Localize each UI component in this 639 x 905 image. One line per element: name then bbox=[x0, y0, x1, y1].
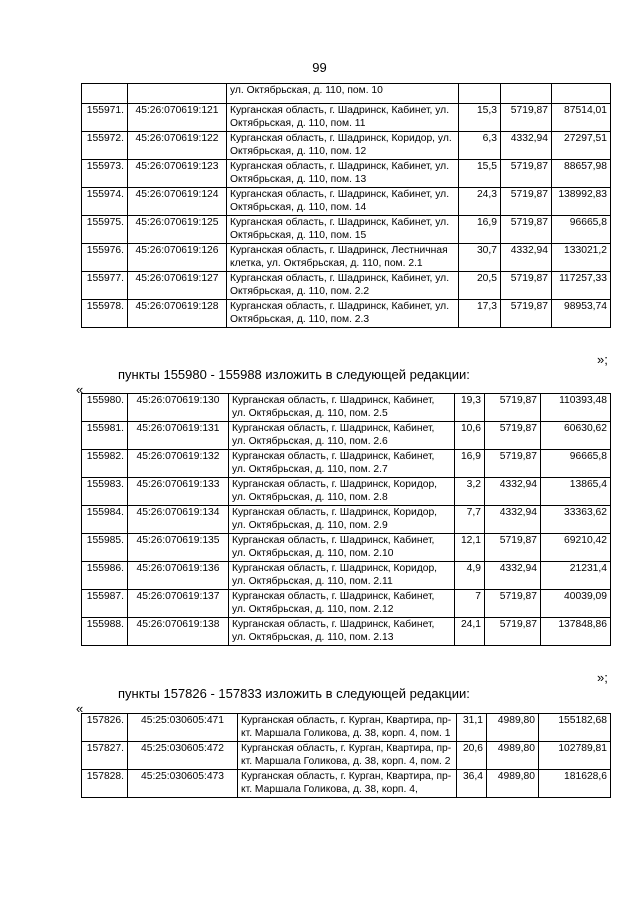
area-cell: 16,9 bbox=[455, 450, 485, 478]
table-row bbox=[82, 562, 611, 590]
cadastral-number-cell: 45:26:070619:121 bbox=[128, 104, 227, 132]
row-number-cell: 155980. bbox=[82, 394, 128, 422]
area-cell: 3,2 bbox=[455, 478, 485, 506]
total-value-cell: 69210,42 bbox=[541, 534, 611, 562]
unit-price-cell: 5719,87 bbox=[485, 450, 541, 478]
unit-price-cell: 5719,87 bbox=[485, 534, 541, 562]
table-row bbox=[82, 216, 611, 244]
area-cell: 7 bbox=[455, 590, 485, 618]
unit-price-cell: 4989,80 bbox=[487, 770, 539, 798]
table-row bbox=[82, 534, 611, 562]
unit-price-cell bbox=[501, 84, 552, 104]
total-value-cell: 96665,8 bbox=[552, 216, 611, 244]
cadastral-number-cell: 45:26:070619:127 bbox=[128, 272, 227, 300]
amendment-intro-2: пункты 157826 - 157833 изложить в следующей редакции: bbox=[118, 686, 470, 701]
area-cell: 17,3 bbox=[459, 300, 501, 328]
total-value-cell: 137848,86 bbox=[541, 618, 611, 646]
table-row bbox=[82, 590, 611, 618]
address-cell: Курганская область, г. Шадринск, Кабинет, ул. Октябрьская, д. 110, пом. 2.2 bbox=[227, 272, 459, 300]
cadastral-number-cell: 45:26:070619:137 bbox=[128, 590, 229, 618]
unit-price-cell: 5719,87 bbox=[485, 618, 541, 646]
total-value-cell: 102789,81 bbox=[539, 742, 611, 770]
total-value-cell: 13865,4 bbox=[541, 478, 611, 506]
table-row bbox=[82, 450, 611, 478]
address-cell: Курганская область, г. Шадринск, Кабинет, ул. Октябрьская, д. 110, пом. 2.6 bbox=[229, 422, 455, 450]
table-row bbox=[82, 132, 611, 160]
address-cell: ул. Октябрьская, д. 110, пом. 10 bbox=[227, 84, 459, 104]
area-cell: 16,9 bbox=[459, 216, 501, 244]
total-value-cell: 21231,4 bbox=[541, 562, 611, 590]
total-value-cell: 27297,51 bbox=[552, 132, 611, 160]
total-value-cell: 117257,33 bbox=[552, 272, 611, 300]
address-cell: Курганская область, г. Шадринск, Кабинет, ул. Октябрьская, д. 110, пом. 2.5 bbox=[229, 394, 455, 422]
address-cell: Курганская область, г. Курган, Квартира, пр-кт. Маршала Голикова, д. 38, корп. 4, bbox=[238, 770, 457, 798]
unit-price-cell: 4989,80 bbox=[487, 742, 539, 770]
row-number-cell bbox=[82, 84, 128, 104]
open-quote-1: « bbox=[76, 382, 84, 397]
area-cell: 19,3 bbox=[455, 394, 485, 422]
row-number-cell: 155986. bbox=[82, 562, 128, 590]
total-value-cell: 33363,62 bbox=[541, 506, 611, 534]
cadastral-number-cell: 45:26:070619:128 bbox=[128, 300, 227, 328]
cadastral-number-cell: 45:26:070619:132 bbox=[128, 450, 229, 478]
table-row bbox=[82, 272, 611, 300]
open-quote-2: « bbox=[76, 701, 84, 716]
close-quote-1: »; bbox=[597, 352, 608, 367]
total-value-cell: 155182,68 bbox=[539, 714, 611, 742]
row-number-cell: 155981. bbox=[82, 422, 128, 450]
table-row bbox=[82, 84, 611, 104]
address-cell: Курганская область, г. Курган, Квартира, пр-кт. Маршала Голикова, д. 38, корп. 4, пом. 1 bbox=[238, 714, 457, 742]
unit-price-cell: 5719,87 bbox=[501, 300, 552, 328]
unit-price-cell: 4989,80 bbox=[487, 714, 539, 742]
cadastral-number-cell: 45:26:070619:138 bbox=[128, 618, 229, 646]
cadastral-number-cell: 45:25:030605:471 bbox=[128, 714, 238, 742]
unit-price-cell: 5719,87 bbox=[501, 104, 552, 132]
total-value-cell: 87514,01 bbox=[552, 104, 611, 132]
area-cell: 20,6 bbox=[457, 742, 487, 770]
row-number-cell: 157828. bbox=[82, 770, 128, 798]
area-cell: 24,1 bbox=[455, 618, 485, 646]
table-row bbox=[82, 160, 611, 188]
row-number-cell: 155988. bbox=[82, 618, 128, 646]
unit-price-cell: 4332,94 bbox=[485, 478, 541, 506]
address-cell: Курганская область, г. Шадринск, Кабинет, ул. Октябрьская, д. 110, пом. 2.13 bbox=[229, 618, 455, 646]
address-cell: Курганская область, г. Курган, Квартира, пр-кт. Маршала Голикова, д. 38, корп. 4, пом. 2 bbox=[238, 742, 457, 770]
row-number-cell: 155977. bbox=[82, 272, 128, 300]
table-row bbox=[82, 300, 611, 328]
page-number: 99 bbox=[312, 60, 327, 75]
cadastral-number-cell: 45:26:070619:126 bbox=[128, 244, 227, 272]
address-cell: Курганская область, г. Шадринск, Кабинет, ул. Октябрьская, д. 110, пом. 13 bbox=[227, 160, 459, 188]
cadastral-number-cell: 45:25:030605:472 bbox=[128, 742, 238, 770]
total-value-cell: 138992,83 bbox=[552, 188, 611, 216]
address-cell: Курганская область, г. Шадринск, Кабинет, ул. Октябрьская, д. 110, пом. 2.12 bbox=[229, 590, 455, 618]
close-quote-2: »; bbox=[597, 670, 608, 685]
address-cell: Курганская область, г. Шадринск, Коридор, ул. Октябрьская, д. 110, пом. 2.9 bbox=[229, 506, 455, 534]
area-cell: 6,3 bbox=[459, 132, 501, 160]
area-cell: 24,3 bbox=[459, 188, 501, 216]
address-cell: Курганская область, г. Шадринск, Кабинет, ул. Октябрьская, д. 110, пом. 15 bbox=[227, 216, 459, 244]
table-row bbox=[82, 742, 611, 770]
unit-price-cell: 5719,87 bbox=[485, 394, 541, 422]
cadastral-number-cell: 45:26:070619:122 bbox=[128, 132, 227, 160]
unit-price-cell: 5719,87 bbox=[501, 272, 552, 300]
amendment-intro-1: пункты 155980 - 155988 изложить в следующей редакции: bbox=[118, 367, 470, 382]
row-number-cell: 155978. bbox=[82, 300, 128, 328]
area-cell: 15,5 bbox=[459, 160, 501, 188]
table-row bbox=[82, 618, 611, 646]
address-cell: Курганская область, г. Шадринск, Кабинет, ул. Октябрьская, д. 110, пом. 2.10 bbox=[229, 534, 455, 562]
cadastral-number-cell: 45:26:070619:135 bbox=[128, 534, 229, 562]
total-value-cell: 60630,62 bbox=[541, 422, 611, 450]
table-row bbox=[82, 506, 611, 534]
cadastral-number-cell bbox=[128, 84, 227, 104]
unit-price-cell: 4332,94 bbox=[485, 562, 541, 590]
table-row bbox=[82, 188, 611, 216]
table-body bbox=[82, 84, 611, 328]
cadastral-number-cell: 45:26:070619:136 bbox=[128, 562, 229, 590]
cadastral-number-cell: 45:26:070619:133 bbox=[128, 478, 229, 506]
row-number-cell: 155971. bbox=[82, 104, 128, 132]
area-cell: 31,1 bbox=[457, 714, 487, 742]
total-value-cell: 133021,2 bbox=[552, 244, 611, 272]
unit-price-cell: 4332,94 bbox=[501, 132, 552, 160]
row-number-cell: 155987. bbox=[82, 590, 128, 618]
area-cell: 20,5 bbox=[459, 272, 501, 300]
table-row bbox=[82, 394, 611, 422]
address-cell: Курганская область, г. Шадринск, Кабинет, ул. Октябрьская, д. 110, пом. 2.7 bbox=[229, 450, 455, 478]
row-number-cell: 155974. bbox=[82, 188, 128, 216]
row-number-cell: 155984. bbox=[82, 506, 128, 534]
row-number-cell: 155972. bbox=[82, 132, 128, 160]
row-number-cell: 155973. bbox=[82, 160, 128, 188]
property-table-3 bbox=[81, 713, 611, 798]
total-value-cell: 88657,98 bbox=[552, 160, 611, 188]
unit-price-cell: 5719,87 bbox=[501, 216, 552, 244]
cadastral-number-cell: 45:26:070619:123 bbox=[128, 160, 227, 188]
address-cell: Курганская область, г. Шадринск, Коридор, ул. Октябрьская, д. 110, пом. 12 bbox=[227, 132, 459, 160]
table-row bbox=[82, 478, 611, 506]
total-value-cell bbox=[552, 84, 611, 104]
table-row bbox=[82, 422, 611, 450]
cadastral-number-cell: 45:26:070619:131 bbox=[128, 422, 229, 450]
table-row bbox=[82, 770, 611, 798]
row-number-cell: 155975. bbox=[82, 216, 128, 244]
property-table-1 bbox=[81, 83, 611, 328]
address-cell: Курганская область, г. Шадринск, Кабинет, ул. Октябрьская, д. 110, пом. 14 bbox=[227, 188, 459, 216]
address-cell: Курганская область, г. Шадринск, Кабинет, ул. Октябрьская, д. 110, пом. 11 bbox=[227, 104, 459, 132]
row-number-cell: 155983. bbox=[82, 478, 128, 506]
row-number-cell: 155982. bbox=[82, 450, 128, 478]
total-value-cell: 96665,8 bbox=[541, 450, 611, 478]
area-cell: 36,4 bbox=[457, 770, 487, 798]
unit-price-cell: 5719,87 bbox=[501, 160, 552, 188]
area-cell: 10,6 bbox=[455, 422, 485, 450]
total-value-cell: 40039,09 bbox=[541, 590, 611, 618]
total-value-cell: 110393,48 bbox=[541, 394, 611, 422]
area-cell bbox=[459, 84, 501, 104]
unit-price-cell: 4332,94 bbox=[501, 244, 552, 272]
cadastral-number-cell: 45:26:070619:130 bbox=[128, 394, 229, 422]
row-number-cell: 157827. bbox=[82, 742, 128, 770]
row-number-cell: 157826. bbox=[82, 714, 128, 742]
address-cell: Курганская область, г. Шадринск, Коридор, ул. Октябрьская, д. 110, пом. 2.11 bbox=[229, 562, 455, 590]
area-cell: 4,9 bbox=[455, 562, 485, 590]
unit-price-cell: 5719,87 bbox=[485, 422, 541, 450]
area-cell: 7,7 bbox=[455, 506, 485, 534]
total-value-cell: 98953,74 bbox=[552, 300, 611, 328]
cadastral-number-cell: 45:25:030605:473 bbox=[128, 770, 238, 798]
table-row bbox=[82, 104, 611, 132]
unit-price-cell: 4332,94 bbox=[485, 506, 541, 534]
cadastral-number-cell: 45:26:070619:125 bbox=[128, 216, 227, 244]
area-cell: 15,3 bbox=[459, 104, 501, 132]
table-body bbox=[82, 714, 611, 798]
unit-price-cell: 5719,87 bbox=[485, 590, 541, 618]
row-number-cell: 155985. bbox=[82, 534, 128, 562]
unit-price-cell: 5719,87 bbox=[501, 188, 552, 216]
row-number-cell: 155976. bbox=[82, 244, 128, 272]
address-cell: Курганская область, г. Шадринск, Кабинет, ул. Октябрьская, д. 110, пом. 2.3 bbox=[227, 300, 459, 328]
table-row bbox=[82, 244, 611, 272]
total-value-cell: 181628,6 bbox=[539, 770, 611, 798]
area-cell: 30,7 bbox=[459, 244, 501, 272]
table-body bbox=[82, 394, 611, 646]
cadastral-number-cell: 45:26:070619:124 bbox=[128, 188, 227, 216]
table-row bbox=[82, 714, 611, 742]
property-table-2 bbox=[81, 393, 611, 646]
area-cell: 12,1 bbox=[455, 534, 485, 562]
address-cell: Курганская область, г. Шадринск, Лестничная клетка, ул. Октябрьская, д. 110, пом. 2.1 bbox=[227, 244, 459, 272]
address-cell: Курганская область, г. Шадринск, Коридор, ул. Октябрьская, д. 110, пом. 2.8 bbox=[229, 478, 455, 506]
cadastral-number-cell: 45:26:070619:134 bbox=[128, 506, 229, 534]
